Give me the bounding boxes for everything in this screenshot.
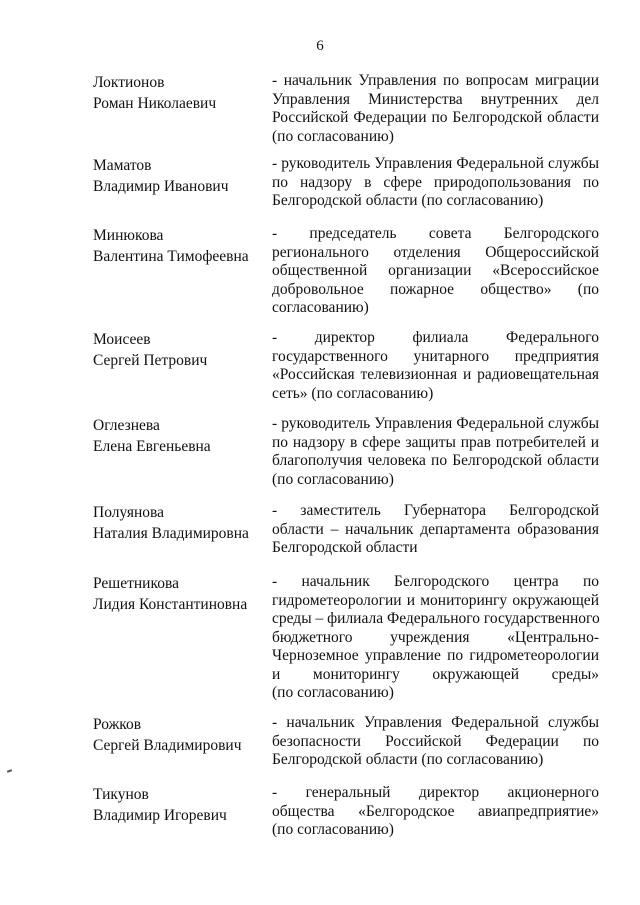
position-line: общества «Белгородское авиапредприятие» [272, 802, 599, 820]
position-line: области – начальник департамента образования [272, 520, 599, 538]
given-names: Лидия Константиновна [93, 596, 248, 613]
position-line: (по согласованию) [272, 127, 394, 145]
surname: Полуянова [93, 504, 165, 521]
position-line: - директор филиала Федерального [272, 329, 599, 346]
position-line: Российской Федерации по Белгородской области [272, 109, 599, 126]
position-description [272, 415, 599, 489]
position-line: по надзору в сфере природопользования по [272, 173, 599, 191]
person-name [93, 784, 263, 826]
surname: Маматов [93, 157, 152, 174]
surname: Оглезнева [93, 417, 160, 434]
position-description [272, 155, 599, 211]
position-line: - председатель совета Белгородского [272, 225, 599, 242]
position-line: благополучия человека по Белгородской области [272, 452, 599, 469]
position-line: - начальник Управления по вопросам миграции [272, 72, 599, 89]
position-description [272, 329, 599, 403]
position-description [272, 573, 599, 703]
given-names: Владимир Иванович [93, 178, 229, 195]
position-line: государственного унитарного предприятия [272, 347, 599, 365]
person-name [93, 502, 263, 544]
position-line: Белгородской области (по согласованию) [272, 751, 544, 768]
position-line: - руководитель Управления Федеральной службы [272, 155, 599, 172]
given-names: Роман Николаевич [93, 95, 217, 112]
position-line: регионального отделения Общероссийской [272, 243, 599, 261]
surname: Локтионов [93, 74, 165, 91]
position-line: добровольное пожарное общество» (по [272, 280, 599, 298]
given-names: Наталия Владимировна [93, 525, 249, 542]
position-line: согласованию) [272, 299, 369, 316]
position-line: Черноземное управление по гидрометеорологии [272, 647, 599, 664]
position-description [272, 225, 599, 318]
surname: Рожков [93, 716, 142, 733]
position-line: сеть» (по согласованию) [272, 384, 434, 402]
position-line: - генеральный директор акционерного [272, 784, 599, 801]
given-names: Елена Евгеньевна [93, 438, 211, 455]
position-line: бюджетного учреждения «Центрально- [272, 628, 599, 646]
surname: Моисеев [93, 331, 151, 348]
surname: Тикунов [93, 786, 149, 803]
position-line: гидрометеорологии и мониторингу окружающей [272, 591, 599, 609]
person-name [93, 329, 263, 371]
person-name [93, 72, 263, 114]
surname: Минюкова [93, 227, 164, 244]
given-names: Владимир Игоревич [93, 807, 227, 824]
position-line: (по согласованию) [272, 684, 394, 701]
position-description [272, 502, 599, 558]
given-names: Сергей Петрович [93, 352, 208, 369]
scan-artifact [7, 769, 12, 773]
position-line: (по согласованию) [272, 821, 394, 838]
position-line: «Российская телевизионная и радиовещательная [272, 366, 599, 383]
position-line: Белгородской области (по согласованию) [272, 192, 544, 209]
position-description [272, 714, 599, 770]
position-line: - начальник Белгородского центра по [272, 573, 599, 590]
given-names: Сергей Владимирович [93, 737, 242, 754]
person-name [93, 415, 263, 457]
position-line: - начальник Управления Федеральной службы [272, 714, 599, 731]
position-line: по надзору в сфере защиты прав потребителей и [272, 433, 599, 451]
position-line: Управления Министерства внутренних дел [272, 90, 599, 108]
person-name [93, 225, 263, 267]
position-line: - заместитель Губернатора Белгородской [272, 502, 599, 519]
given-names: Валентина Тимофеевна [93, 248, 249, 265]
surname: Решетникова [93, 575, 179, 592]
position-line: среды – филиала Федерального государственного [272, 610, 600, 627]
position-line: (по согласованию) [272, 470, 394, 488]
person-name [93, 155, 263, 197]
position-line: - руководитель Управления Федеральной службы [272, 415, 599, 432]
person-name [93, 714, 263, 756]
position-description [272, 784, 599, 840]
person-name [93, 573, 263, 615]
position-line: общественной организации «Всероссийское [272, 262, 599, 279]
position-line: и мониторингу окружающей среды» [272, 665, 599, 683]
position-description [272, 72, 599, 146]
position-line: Белгородской области [272, 539, 418, 556]
page-number: 6 [316, 38, 324, 54]
position-line: безопасности Российской Федерации по [272, 732, 599, 750]
